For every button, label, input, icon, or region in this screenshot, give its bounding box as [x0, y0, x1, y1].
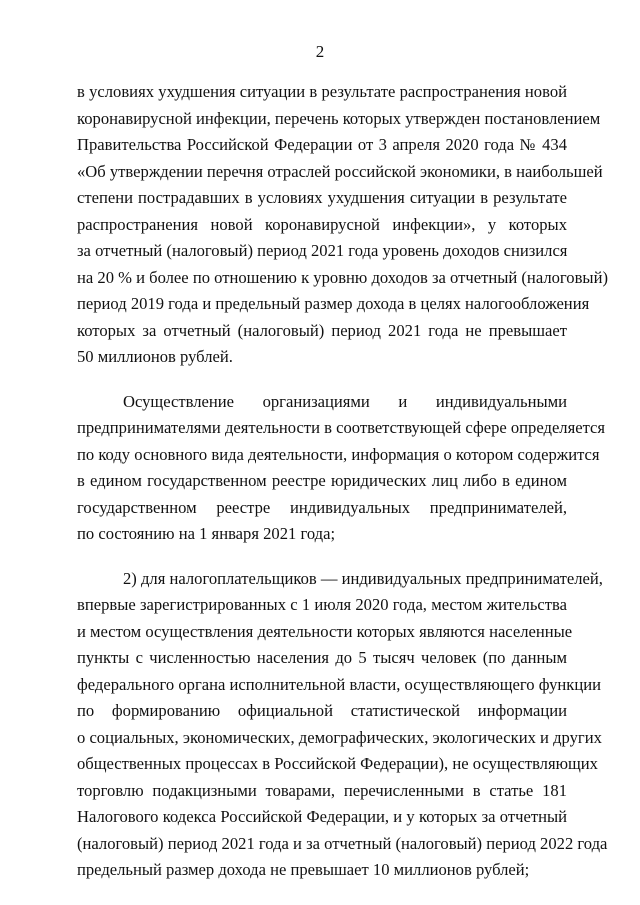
text-line: по состоянию на 1 января 2021 года; — [77, 524, 336, 543]
text-line: за отчетный (налоговый) период 2021 года уровень доходов снизился — [77, 241, 568, 260]
text-line: коронавирусной инфекции, перечень которых утвержден постановлением — [77, 108, 601, 128]
paragraph — [77, 566, 608, 884]
text-line: впервые зарегистрированных с 1 июля 2020 года, местом жительства — [77, 595, 567, 614]
text-line: на 20 % и более по отношению к уровню доходов за отчетный (налоговый) — [77, 267, 608, 287]
text-line: 50 миллионов рублей. — [77, 347, 233, 366]
page-number: 2 — [315, 42, 325, 61]
text-line: 2) для налогоплательщиков — индивидуальных предпринимателей, — [123, 568, 603, 588]
text-line: предельный размер дохода не превышает 10 миллионов рублей; — [77, 860, 530, 879]
text-line: в едином государственном реестре юридических лиц либо в едином — [77, 471, 567, 490]
paragraph-gap — [77, 371, 567, 389]
text-line: распространения новой коронавирусной инфекции», у которых — [77, 214, 567, 234]
text-line: и местом осуществления деятельности которых являются населенные — [77, 621, 573, 641]
text-line: в условиях ухудшения ситуации в результате распространения новой — [77, 82, 567, 101]
text-line: государственном реестре индивидуальных предпринимателей, — [77, 497, 567, 517]
paragraph — [77, 389, 606, 548]
text-line: период 2019 года и предельный размер дохода в целях налогообложения — [77, 294, 590, 313]
text-line: федерального органа исполнительной власти, осуществляющего функции — [77, 674, 601, 694]
document-body — [77, 79, 608, 884]
text-line: общественных процессах в Российской Федерации), не осуществляющих — [77, 754, 598, 773]
text-line: по формированию официальной статистической информации — [77, 701, 567, 720]
paragraph — [77, 79, 608, 371]
text-line: о социальных, экономических, демографических, экологических и других — [77, 727, 602, 747]
text-line: пункты с численностью населения до 5 тысяч человек (по данным — [77, 648, 567, 667]
text-line: по коду основного вида деятельности, информация о котором содержится — [77, 444, 600, 464]
text-line: которых за отчетный (налоговый) период 2021 года не превышает — [77, 320, 567, 340]
text-line: предпринимателями деятельности в соответствующей сфере определяется — [77, 418, 606, 437]
text-line: Правительства Российской Федерации от 3 апреля 2020 года № 434 — [77, 135, 567, 154]
paragraph-gap — [77, 548, 567, 566]
text-line: Осуществление организациями и индивидуальными — [123, 391, 567, 411]
text-line: (налоговый) период 2021 года и за отчетный (налоговый) период 2022 года — [77, 833, 608, 853]
text-line: Налогового кодекса Российской Федерации, и у которых за отчетный — [77, 807, 567, 826]
text-line: торговлю подакцизными товарами, перечисленными в статье 181 — [77, 780, 567, 800]
text-line: степени пострадавших в условиях ухудшения ситуации в результате — [77, 188, 567, 207]
text-line: «Об утверждении перечня отраслей российской экономики, в наибольшей — [77, 161, 603, 181]
